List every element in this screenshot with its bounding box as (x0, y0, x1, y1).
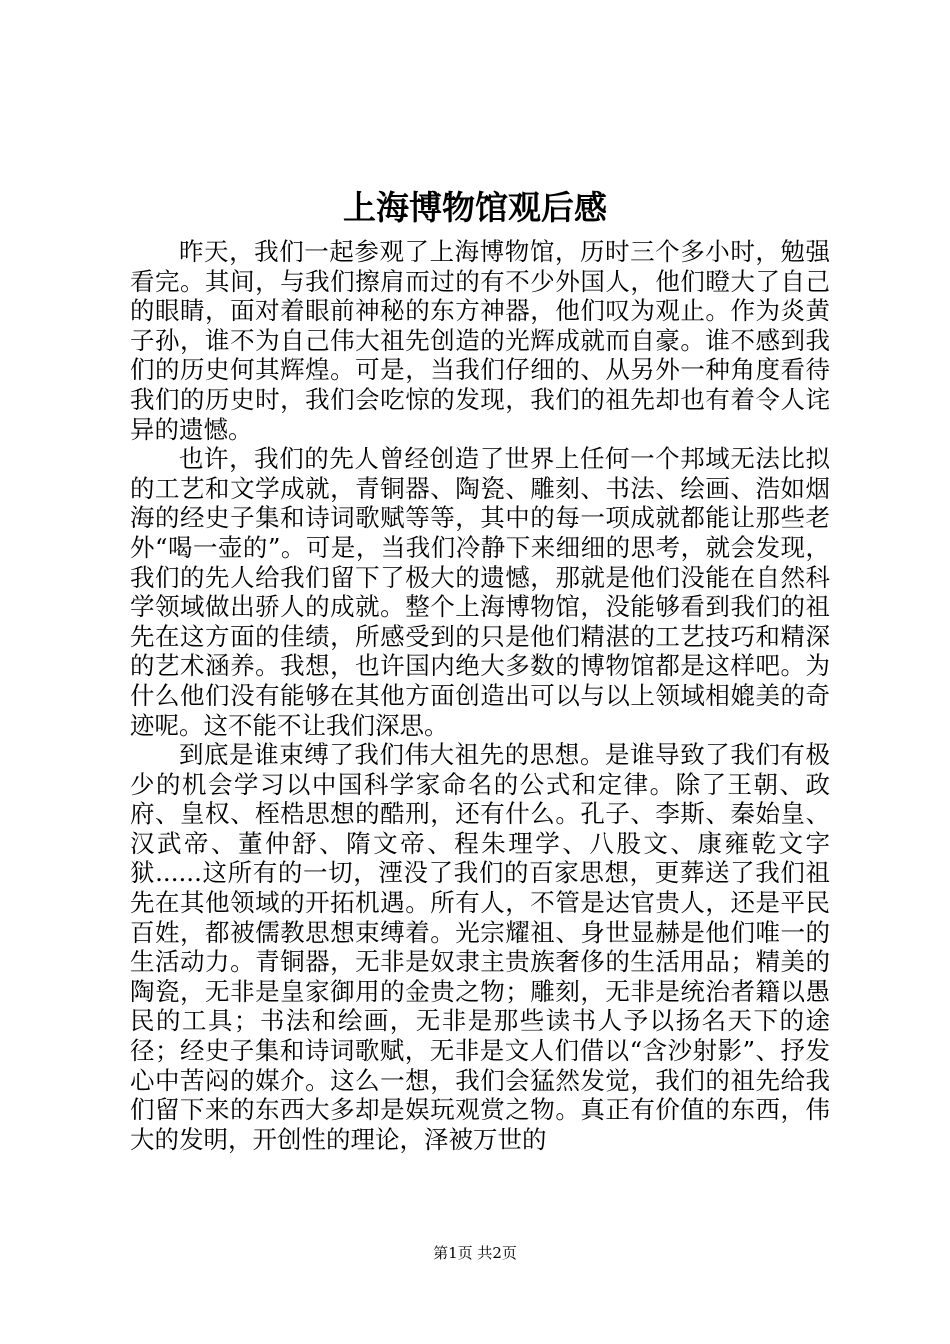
document-body (130, 237, 830, 1154)
page-footer: 第1页 共2页 (433, 1244, 517, 1262)
paragraph-2: 也许，我们的先人曾经创造了世界上任何一个邦域无法比拟的工艺和文学成就，青铜器、陶瓷、雕刻、书法、绘画、浩如烟海的经史子集和诗词歌赋等等，其中的每一项成就都能让那些老外“喝一壶的”。可是，当我们冷静下来细细的思考，就会发现，我们的先人给我们留下了极大的遗憾，那就是他们没能在自然科学领域做出骄人的成就。整个上海博物馆，没能够看到我们的祖先在这方面的佳绩，所感受到的只是他们精湛的工艺技巧和精深的艺术涵养。我想，也许国内绝大多数的博物馆都是这样吧。为什么他们没有能够在其他方面创造出可以与以上领域相媲美的奇迹呢。这不能不让我们深思。 (130, 444, 830, 740)
paragraph-1: 昨天，我们一起参观了上海博物馆，历时三个多小时，勉强看完。其间，与我们擦肩而过的有不少外国人，他们瞪大了自己的眼睛，面对着眼前神秘的东方神器，他们叹为观止。作为炎黄子孙，谁不为自己伟大祖先创造的光辉成就而自豪。谁不感到我们的历史何其辉煌。可是，当我们仔细的、从另外一种角度看待我们的历史时，我们会吃惊的发现，我们的祖先却也有着令人诧异的遗憾。 (130, 237, 830, 444)
document-title: 上海博物馆观后感 (343, 188, 607, 227)
paragraph-3: 到底是谁束缚了我们伟大祖先的思想。是谁导致了我们有极少的机会学习以中国科学家命名的公式和定律。除了王朝、政府、皇权、桎梏思想的酷刑，还有什么。孔子、李斯、秦始皇、汉武帝、董仲舒、隋文帝、程朱理学、八股文、康雍乾文字狱......这所有的一切，湮没了我们的百家思想，更葬送了我们祖先在其他领域的开拓机遇。所有人，不管是达官贵人，还是平民百姓，都被儒教思想束缚着。光宗耀祖、身世显赫是他们唯一的生活动力。青铜器，无非是奴隶主贵族奢侈的生活用品；精美的陶瓷，无非是皇家御用的金贵之物；雕刻，无非是统治者籍以愚民的工具；书法和绘画，无非是那些读书人予以扬名天下的途径；经史子集和诗词歌赋，无非是文人们借以“含沙射影”、抒发心中苦闷的媒介。这么一想，我们会猛然发觉，我们的祖先给我们留下来的东西大多却是娱玩观赏之物。真正有价值的东西，伟大的发明，开创性的理论，泽被万世的 (130, 740, 830, 1154)
